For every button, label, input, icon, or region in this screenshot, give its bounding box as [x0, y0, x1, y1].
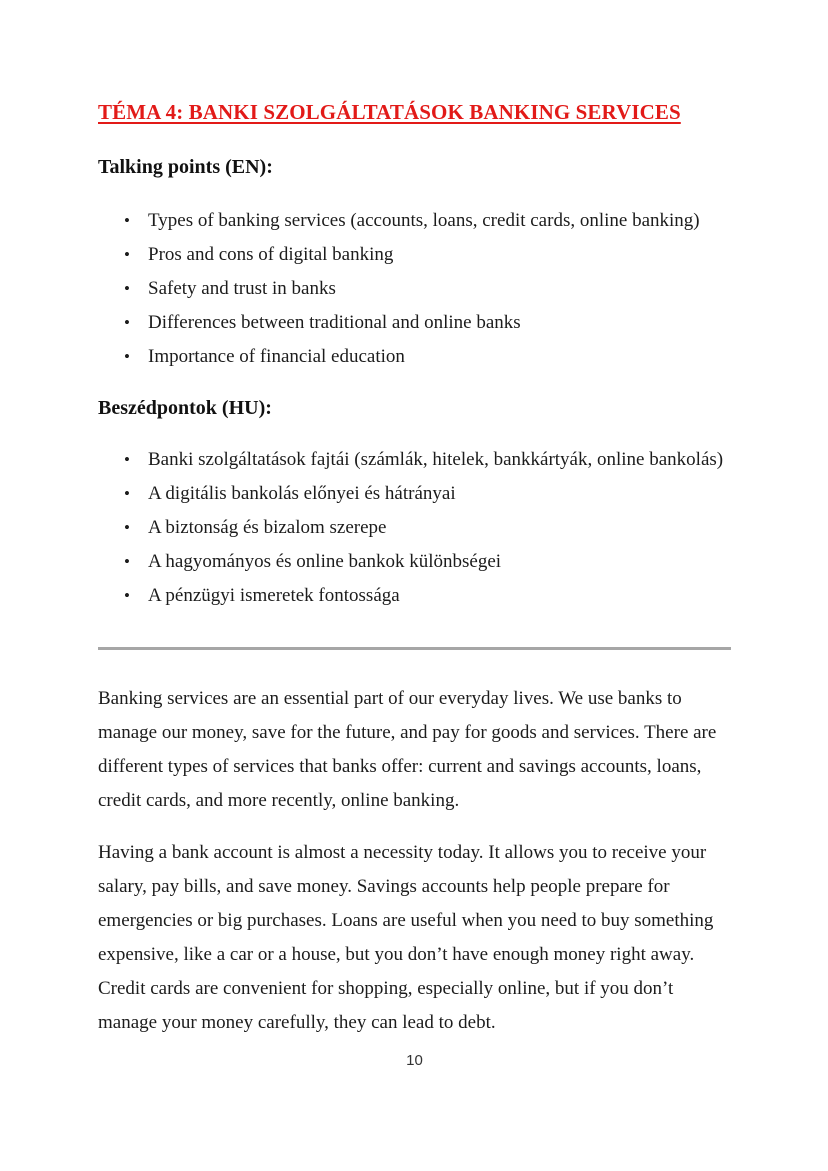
talking-points-en-heading: Talking points (EN):: [98, 156, 273, 178]
list-item: • A biztonság és bizalom szerepe: [98, 511, 731, 545]
list-item: • Banki szolgáltatások fajtái (számlák, hitelek, bankkártyák, online bankolás): [98, 443, 731, 477]
talking-points-en-list: [98, 204, 731, 374]
list-item: • A hagyományos és online bankok különbségei: [98, 545, 731, 579]
list-item: • Types of banking services (accounts, loans, credit cards, online banking): [98, 204, 731, 238]
list-item: • Safety and trust in banks: [98, 272, 731, 306]
page-number: 10: [406, 1052, 423, 1069]
horizontal-divider: [98, 647, 731, 650]
body-paragraph: Having a bank account is almost a necessity today. It allows you to receive your salary, pay bills, and save money. Savings accounts help people prepare for emergencies or big purchases. Loans are useful when you need to buy something expensive, like a car or a house, but you don’t have enough money right away. Credit cards are convenient for shopping, especially online, but if you don’t manage your money carefully, they can lead to debt.: [98, 842, 714, 1033]
list-item: • Pros and cons of digital banking: [98, 238, 731, 272]
page-title: TÉMA 4: BANKI SZOLGÁLTATÁSOK BANKING SERVICES: [98, 100, 681, 124]
talking-points-hu-heading: Beszédpontok (HU):: [98, 397, 272, 419]
talking-points-hu-list: [98, 443, 731, 613]
list-item: • A digitális bankolás előnyei és hátrányai: [98, 477, 731, 511]
list-item: • A pénzügyi ismeretek fontossága: [98, 579, 731, 613]
body-paragraph: Banking services are an essential part of our everyday lives. We use banks to manage our money, save for the future, and pay for goods and services. There are different types of services that banks offer: current and savings accounts, loans, credit cards, and more recently, online banking.: [98, 688, 717, 811]
list-item: • Differences between traditional and online banks: [98, 306, 731, 340]
list-item: • Importance of financial education: [98, 340, 731, 374]
